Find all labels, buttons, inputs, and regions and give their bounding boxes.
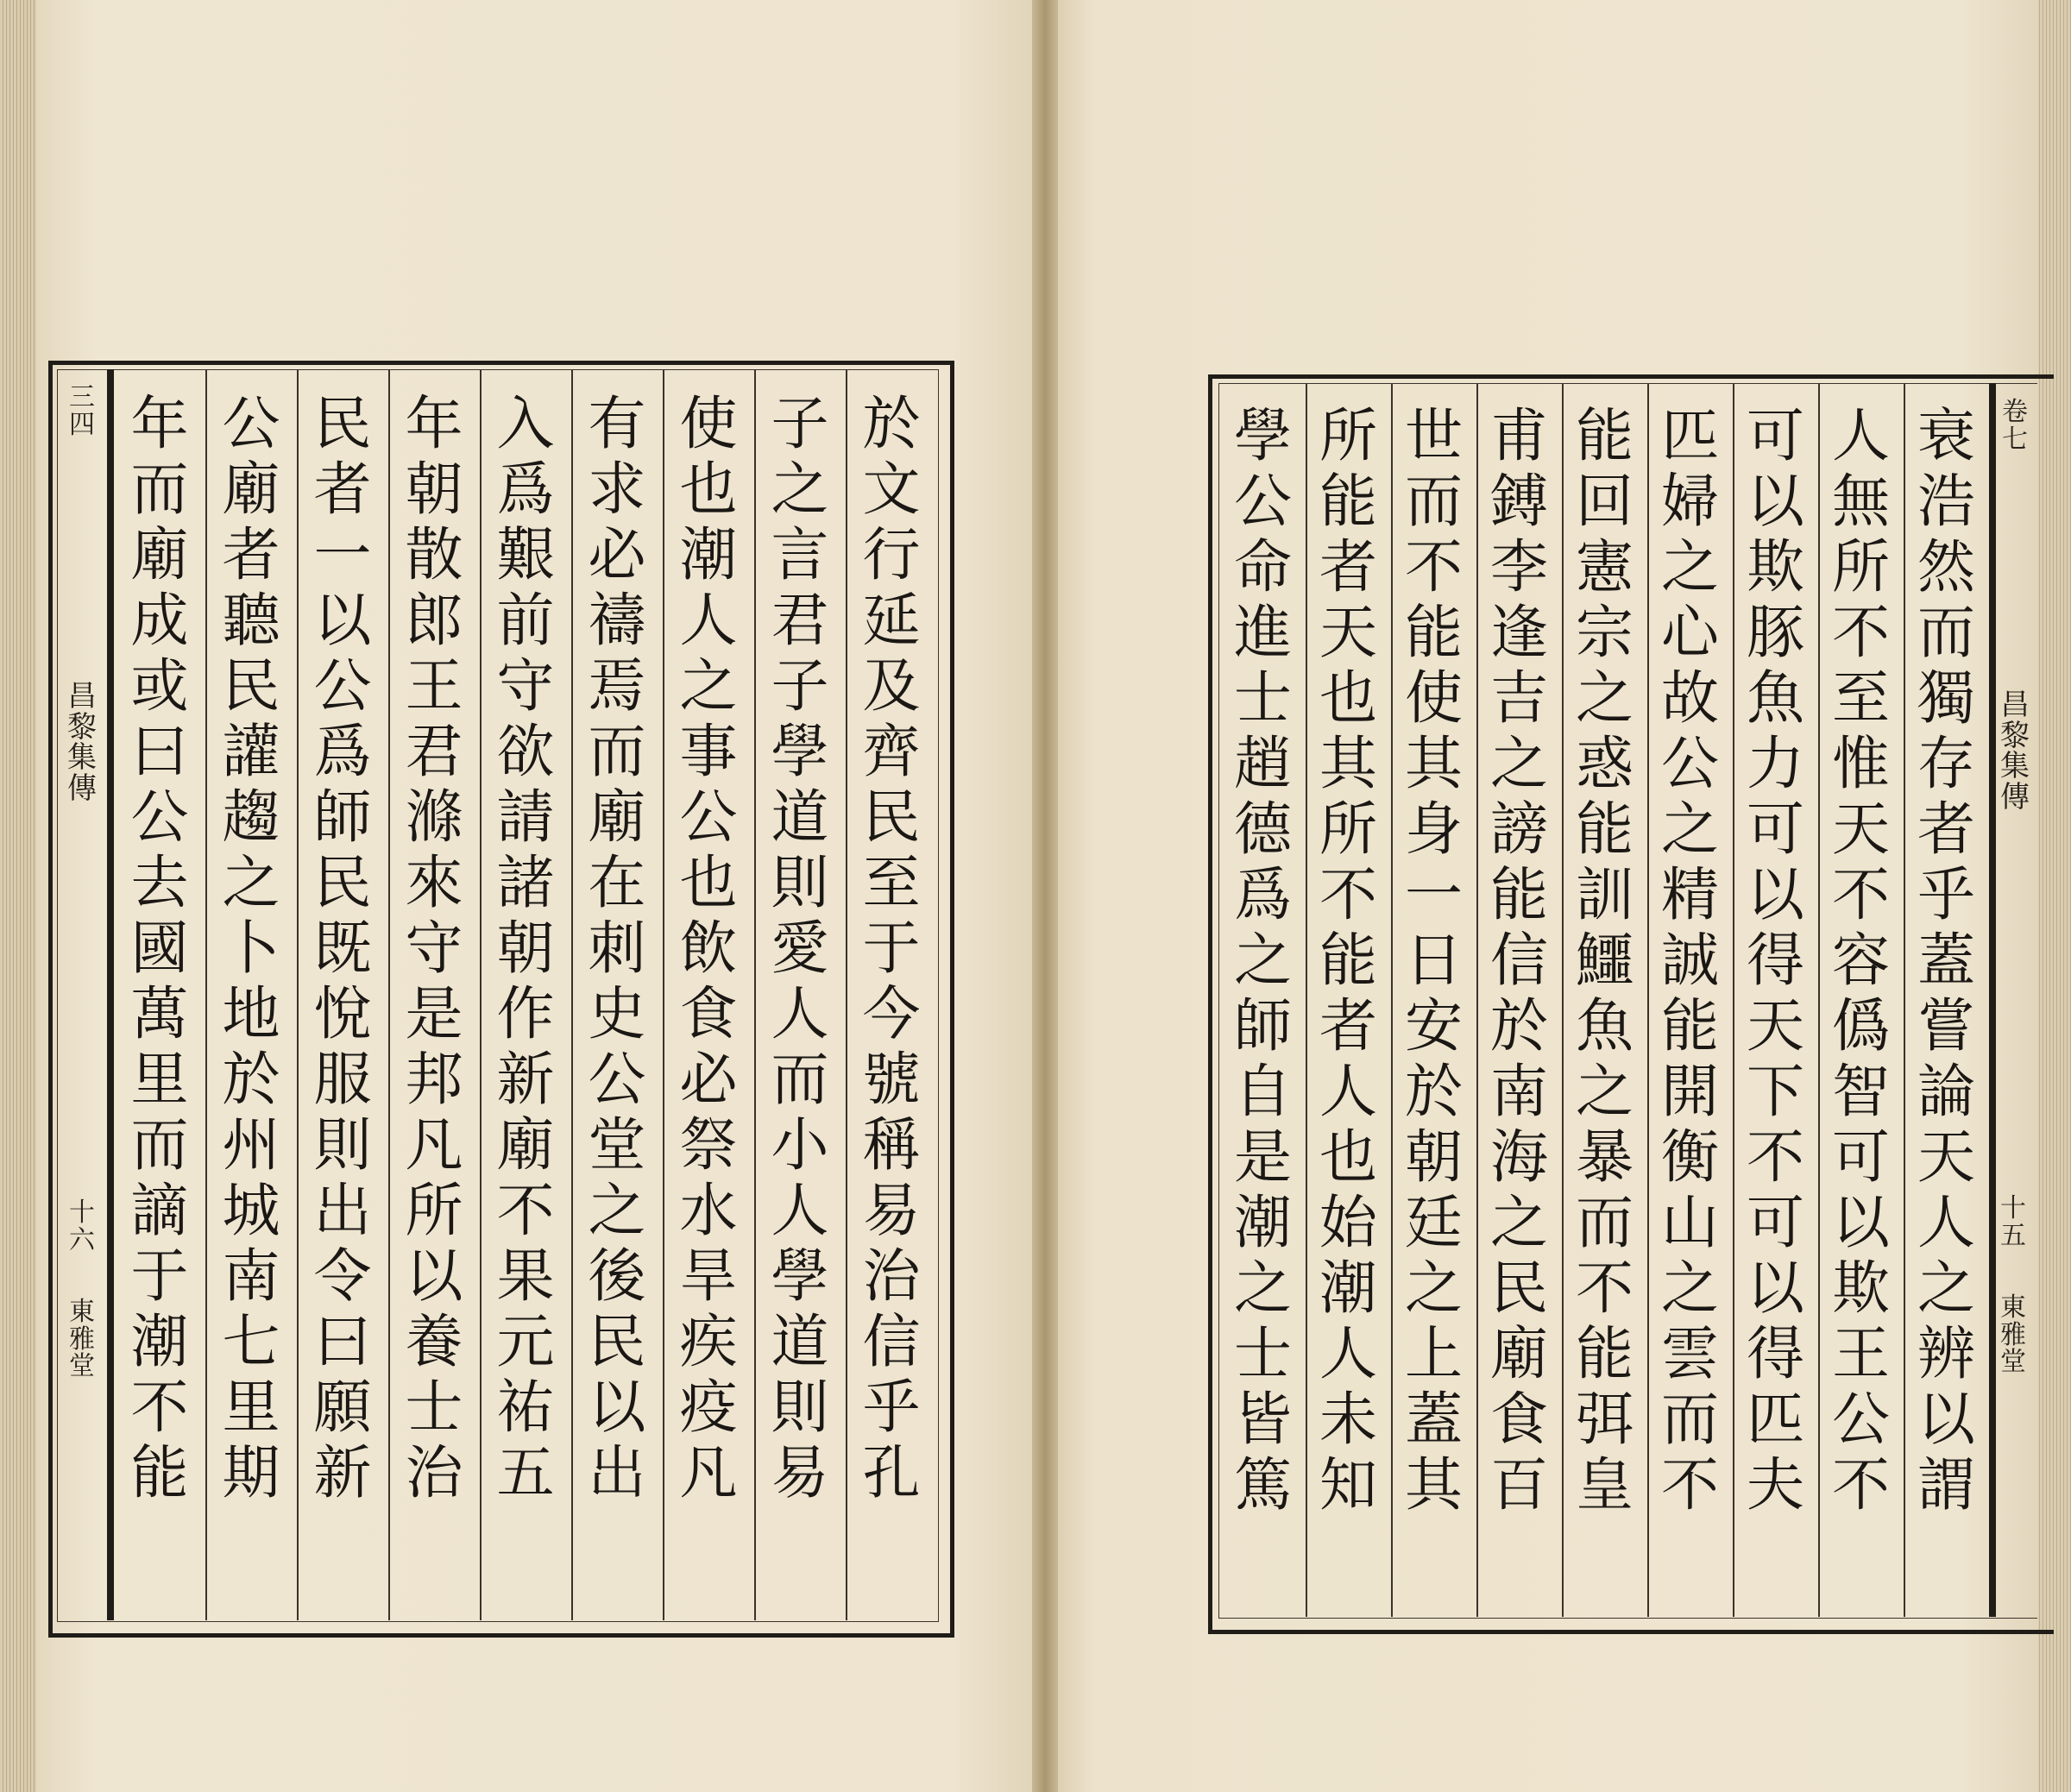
- right-column-text: 世 而 不 能 使 其 身 一 日 安 於 朝 廷 之 上 蓋 其: [1405, 402, 1463, 1518]
- right-margin-hall: [2000, 1294, 2026, 1376]
- book-gutter: [1032, 0, 1058, 1792]
- right-column-9: [1225, 402, 1301, 1522]
- right-margin-title: [2000, 690, 2030, 814]
- left-column-3: [670, 390, 746, 1510]
- left-column-text: 民 者 一 以 公 爲 師 民 既 悅 服 則 出 令 曰 願 新: [313, 390, 372, 1506]
- left-column-5: [488, 390, 563, 1510]
- right-margin-folio-text: 十 五: [2000, 1193, 2026, 1251]
- left-column-rule: [663, 369, 664, 1620]
- left-column-rule: [297, 369, 299, 1620]
- left-margin-folio-text: 十 六: [69, 1198, 95, 1255]
- left-column-text: 於 文 行 延 及 齊 民 至 于 今 號 稱 易 治 信 乎 孔: [862, 390, 921, 1506]
- right-margin-title-text: 昌 黎 集 傳: [2000, 688, 2030, 815]
- right-column-rule: [1818, 383, 1820, 1617]
- left-margin-hall-text: 東 雅 堂: [69, 1297, 95, 1381]
- right-margin-folio: [2000, 1195, 2026, 1249]
- left-column-text: 年 朝 散 郎 王 君 滌 來 守 是 邦 凡 所 以 養 士 治: [405, 390, 463, 1506]
- right-column-4: [1652, 402, 1728, 1522]
- left-column-1: [853, 390, 929, 1510]
- left-margin-hall: [69, 1298, 95, 1380]
- left-column-6: [396, 390, 472, 1510]
- left-column-8: [213, 390, 289, 1510]
- right-banxin-rule: [1989, 383, 1996, 1617]
- right-column-3: [1738, 402, 1814, 1522]
- right-column-6: [1482, 402, 1558, 1522]
- right-column-text: 人 無 所 不 至 惟 天 不 容 僞 智 可 以 欺 王 公 不: [1832, 402, 1890, 1518]
- right-margin-hall-text: 東 雅 堂: [2000, 1292, 2026, 1377]
- left-margin-top: [69, 384, 95, 438]
- left-margin-folio: [69, 1199, 95, 1254]
- right-margin-top-text: 卷 七: [2002, 397, 2028, 455]
- left-column-rule: [846, 369, 847, 1620]
- left-column-text: 年 而 廟 成 或 曰 公 去 國 萬 里 而 謫 于 潮 不 能: [130, 390, 189, 1506]
- left-margin-title: [67, 679, 97, 807]
- right-column-rule: [1733, 383, 1734, 1617]
- left-margin-title-text: 昌 黎 集 傳: [67, 679, 97, 807]
- left-column-rule: [388, 369, 390, 1620]
- right-column-text: 能 回 憲 宗 之 惑 能 訓 鱷 魚 之 暴 而 不 能 弭 皇: [1576, 402, 1634, 1518]
- right-column-rule: [1647, 383, 1649, 1617]
- right-margin-top: [2002, 399, 2028, 453]
- right-column-rule: [1391, 383, 1393, 1617]
- right-column-7: [1396, 402, 1472, 1522]
- right-column-1: [1909, 402, 1985, 1522]
- left-column-text: 公 廟 者 聽 民 讙 趨 之 卜 地 於 州 城 南 七 里 期: [222, 390, 280, 1506]
- right-column-rule: [1306, 383, 1307, 1617]
- right-column-text: 匹 婦 之 心 故 公 之 精 誠 能 開 衡 山 之 雲 而 不: [1661, 402, 1719, 1518]
- left-column-text: 有 求 必 禱 焉 而 廟 在 刺 史 公 堂 之 後 民 以 出: [588, 390, 646, 1506]
- left-margin-top-text: 三 四: [69, 382, 95, 440]
- left-column-9: [122, 390, 198, 1510]
- right-column-5: [1567, 402, 1643, 1522]
- left-column-rule: [205, 369, 207, 1620]
- right-column-rule: [1904, 383, 1905, 1617]
- left-banxin-rule: [107, 369, 114, 1620]
- right-column-8: [1311, 402, 1387, 1522]
- right-column-text: 甫 鎛 李 逢 吉 之 謗 能 信 於 南 海 之 民 廟 食 百: [1490, 402, 1548, 1518]
- left-column-text: 入 爲 艱 前 守 欲 請 諸 朝 作 新 廟 不 果 元 祐 五: [496, 390, 555, 1506]
- right-column-text: 所 能 者 天 也 其 所 不 能 者 人 也 始 潮 人 未 知: [1319, 402, 1377, 1518]
- left-column-7: [305, 390, 381, 1510]
- right-column-rule: [1476, 383, 1478, 1617]
- left-column-2: [762, 390, 838, 1510]
- page-block-edge-left: [0, 0, 38, 1792]
- right-column-text: 學 公 命 進 士 趙 德 爲 之 師 自 是 潮 之 士 皆 篤: [1234, 402, 1292, 1518]
- right-column-text: 衰 浩 然 而 獨 存 者 乎 蓋 嘗 論 天 人 之 辨 以 謂: [1917, 402, 1975, 1518]
- right-column-rule: [1562, 383, 1564, 1617]
- right-column-text: 可 以 欺 豚 魚 力 可 以 得 天 下 不 可 以 得 匹 夫: [1747, 402, 1804, 1518]
- left-column-4: [579, 390, 655, 1510]
- left-column-rule: [754, 369, 756, 1620]
- left-column-rule: [571, 369, 573, 1620]
- left-column-text: 使 也 潮 人 之 事 公 也 飲 食 必 祭 水 旱 疾 疫 凡: [679, 390, 738, 1506]
- left-column-rule: [480, 369, 482, 1620]
- right-column-2: [1823, 402, 1899, 1522]
- left-column-text: 子 之 言 君 子 學 道 則 愛 人 而 小 人 學 道 則 易: [771, 390, 829, 1506]
